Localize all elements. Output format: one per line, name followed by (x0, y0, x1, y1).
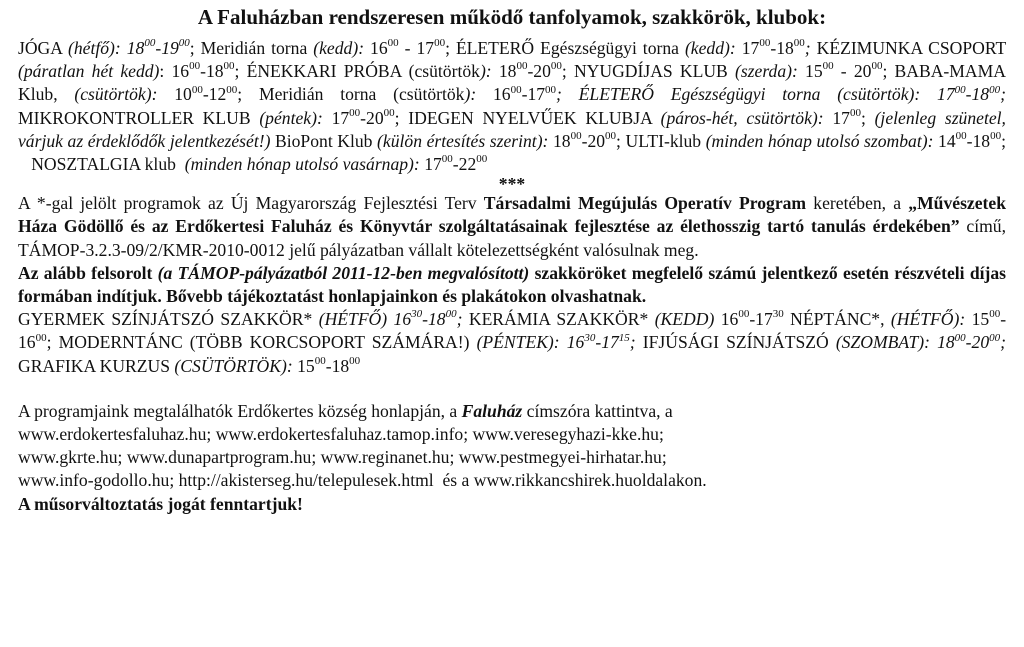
separator-stars: *** (498, 174, 526, 195)
closing-note: A műsorváltoztatás jogát fenntartjuk! (18, 493, 303, 514)
link-3[interactable]: www.veresegyhazi-kke.hu; (472, 424, 664, 445)
tamop-paragraph: A *-gal jelölt programok az Új Magyarország Fejlesztési Terv Társadalmi Megújulás Operatív Program keretében, a „Művészetek Háza Gödöllő és az Erdőkertesi Faluház és Könyvtár szolgáltatásainak fejlesztése az élethosszig tartó tanulás érdekében” című, TÁMOP-3.2.3-09/2/KMR-2010-0012 jelű pályázatban vállalt kötelezettségként valósulnak meg. (18, 193, 1006, 260)
page-title: A Faluházban rendszeresen működő tanfolyamok, szakkörök, klubok: (197, 5, 827, 29)
workshop-list: GYERMEK SZÍNJÁTSZÓ SZAKKÖR* (HÉTFŐ) $16^{30}-18^{00}$; KERÁMIA SZAKKÖR* (KEDD) $16^{00}-17^{30}$ NÉPTÁNC*, (HÉTFŐ): $15^{00}-16^{00}$; MODERNTÁNC (TÖBB KORCSOPORT SZÁMÁRA!) (PÉNTEK): $16^{30}-17^{15}$; IFJÚSÁGI SZÍNJÁTSZÓ (SZOMBAT): $18^{00}-20^{00}$; GRAFIKA KURZUS (CSÜTÖRTÖK): $15^{00}-18^{00}$ (18, 308, 1007, 376)
spacer (18, 378, 1006, 400)
link-4[interactable]: www.gkrte.hu; (18, 447, 123, 468)
link-6[interactable]: www.reginanet.hu; (320, 447, 455, 468)
link-10[interactable]: www.rikkancshirek.hu (473, 470, 633, 491)
link-9[interactable]: http://akisterseg.hu/telepulesek.html (178, 470, 434, 491)
link-5[interactable]: www.dunapartprogram.hu; (126, 447, 317, 468)
course-schedule: JÓGA (hétfő): $18^{00}-19^{00}$; Meridián torna (kedd): $16^{00} - 17^{00}$; ÉLETERŐ Egészségügyi torna (kedd): $17^{00}-18^{00}$; KÉZIMUNKA CSOPORT (páratlan hét kedd): $16^{00}-18^{00}$; ÉNEKKARI PRÓBA (csütörtök): $18^{00}-20^{00}$; NYUGDÍJAS KLUB (szerda): $15^{00} - 20^{00}$; BABA-MAMA Klub, (csütörtök): $10^{00}-12^{00}$; Meridián torna (csütörtök): $16^{00}-17^{00}$; ÉLETERŐ Egészségügyi torna (csütörtök): $17^{00}-18^{00}$; MIKROKONTROLLER KLUB (péntek): $17^{00}-20^{00}$; IDEGEN NYELVŰEK KLUBJA (páros-hét, csütörtök): $17^{00}$; (jelenleg szünetel, várjuk az érdeklődők jelentkezését!) BioPont Klub (külön értesítés szerint): $18^{00}-20^{00}$; ULTI-klub (minden hónap utolsó szombat): $14^{00}-18^{00}$; NOSZTALGIA klub (minden hónap utolsó vasárnap): $17^{00}-22^{00}$ (18, 37, 1006, 175)
footer-links: A programjaink megtalálhatók Erdőkertes község honlapján, a Faluház címszóra kattintva, a www.erdokertesfaluhaz.hu; www.erdokertesfaluhaz.tamop.info; www.veresegyhazi-kke.hu; www.gkrte.hu; www.dunapartprogram.hu; www.reginanet.hu; www.pestmegyei-hirhatar.hu; www.info-godollo.hu; http://akisterseg.hu/telepulesek.html és a www.rikkancshirek.huoldalakon. A műsorváltoztatás jogát fenntartjuk! (18, 400, 707, 514)
link-1[interactable]: www.erdokertesfaluhaz.hu; (18, 424, 212, 445)
link-2[interactable]: www.erdokertesfaluhaz.tamop.info; (215, 424, 469, 445)
notice-paragraph: Az alább felsorolt (a TÁMOP-pályázatból 2011-12-ben megvalósított) szakköröket megfelelő számú jelentkező esetén részvételi díjas formában indítjuk. Bővebb tájékoztatást honlapjainkon és plakátokon olvashatnak. (18, 262, 1006, 307)
link-8[interactable]: www.info-godollo.hu; (18, 470, 175, 491)
link-7[interactable]: www.pestmegyei-hirhatar.hu; (458, 447, 667, 468)
